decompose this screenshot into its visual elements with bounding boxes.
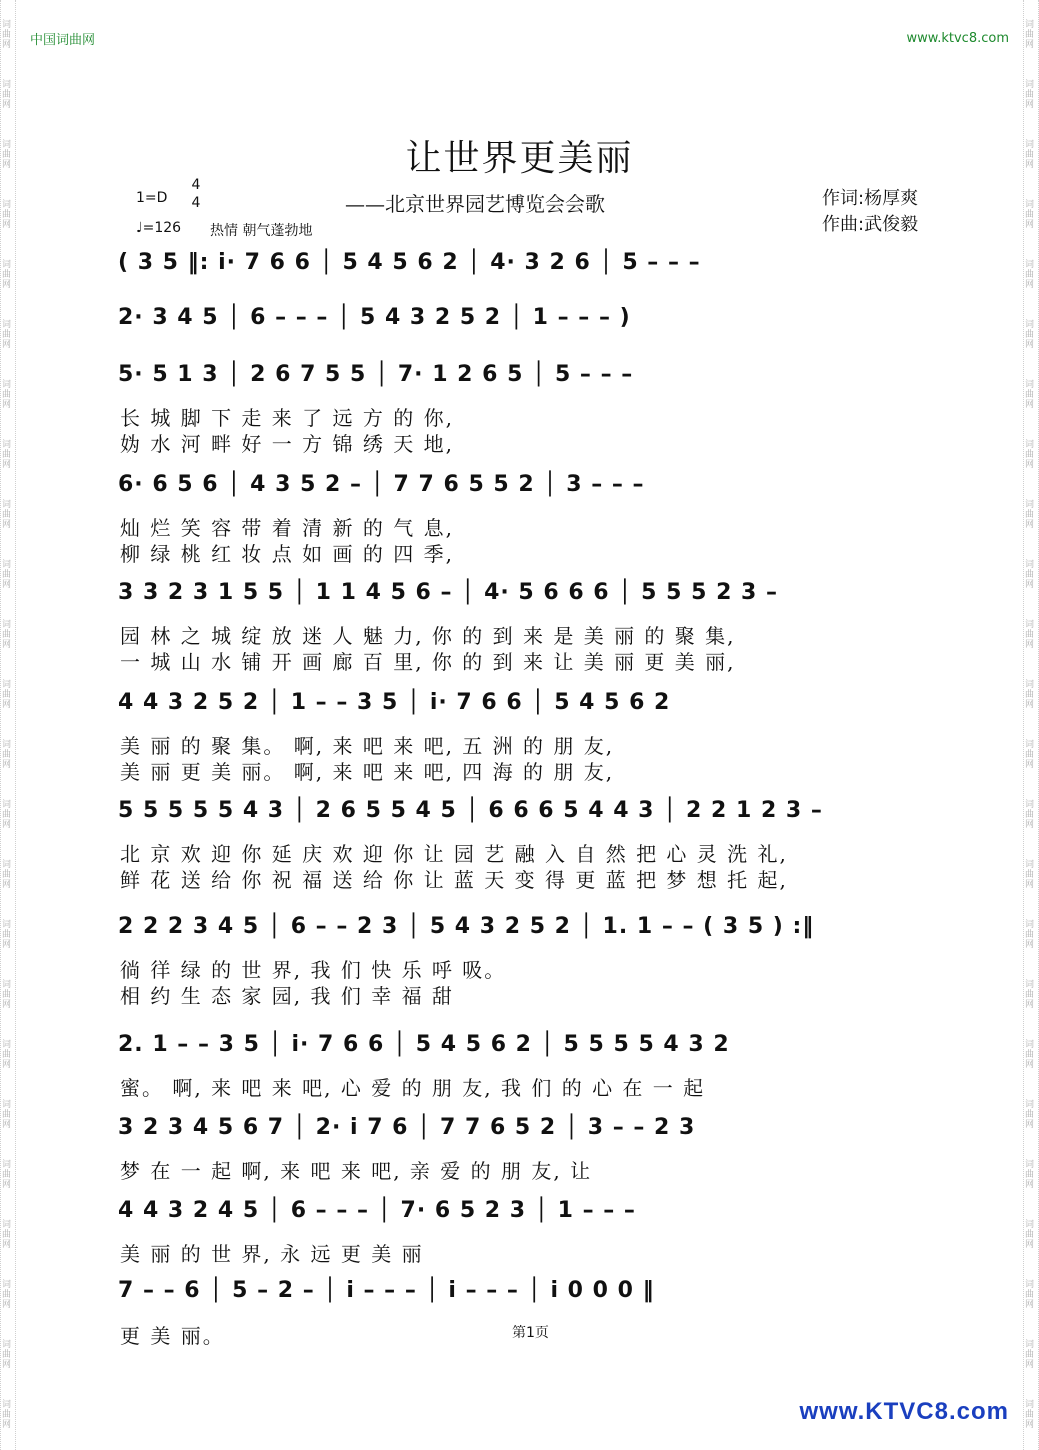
watermark-text: 词 曲 网 <box>1025 1160 1035 1190</box>
lyric-verse-2: 美 丽 更 美 丽。 啊, 来 吧 来 吧, 四 海 的 朋 友, <box>120 760 615 784</box>
watermark-text: 词 曲 网 <box>1025 1220 1035 1250</box>
site-url-right: www.ktvc8.com <box>906 31 1009 46</box>
left-watermark-strip <box>0 0 16 1450</box>
notation-line: 3 3 2 3 1 5 5 │ 1 1 4 5 6 – │ 4· 5 6 6 6 │ 5 5 5 2 3 – <box>118 580 778 605</box>
score-row-9 <box>118 1032 948 1107</box>
watermark-text: 词 曲 网 <box>1025 680 1035 710</box>
lyric-verse-1: 长 城 脚 下 走 来 了 远 方 的 你, <box>120 406 454 430</box>
watermark-text: 词 曲 网 <box>1025 140 1035 170</box>
lyricist-credit: 作词:杨厚爽 <box>822 188 919 209</box>
score-row-5 <box>118 580 948 680</box>
lyric-verse-1: 美 丽 的 聚 集。 啊, 来 吧 来 吧, 五 洲 的 朋 友, <box>120 734 615 758</box>
meter-bottom: 4 <box>191 195 201 211</box>
site-name-left: 中国词曲网 <box>30 33 96 48</box>
watermark-text: 词 曲 网 <box>2 1100 12 1130</box>
watermark-text: 词 曲 网 <box>1025 380 1035 410</box>
score-row-6 <box>118 690 948 790</box>
watermark-text: 词 曲 网 <box>1025 80 1035 110</box>
notation-line: 2· 3 4 5 │ 6 – – – │ 5 4 3 2 5 2 │ 1 – – – ) <box>118 305 631 330</box>
song-title: 让世界更美丽 <box>405 138 634 179</box>
notation-line: 4 4 3 2 4 5 │ 6 – – – │ 7· 6 5 2 3 │ 1 – – – <box>118 1198 636 1223</box>
expression-marking: 热情 朝气蓬勃地 <box>210 223 313 239</box>
watermark-text: 词 曲 网 <box>2 980 12 1010</box>
watermark-text: 词 曲 网 <box>2 1220 12 1250</box>
watermark-text: 词 曲 网 <box>2 20 12 50</box>
watermark-text: 词 曲 网 <box>2 1040 12 1070</box>
song-subtitle: ——北京世界园艺博览会会歌 <box>345 192 605 216</box>
watermark-text: 词 曲 网 <box>2 800 12 830</box>
watermark-text: 词 曲 网 <box>1025 320 1035 350</box>
score-row-2 <box>118 305 948 345</box>
notation-line: 2 2 2 3 4 5 │ 6 – – 2 3 │ 5 4 3 2 5 2 │ 1. 1 – – ( 3 5 ) :‖ <box>118 914 815 939</box>
watermark-text: 词 曲 网 <box>2 860 12 890</box>
notation-line: 2. 1 – – 3 5 │ i· 7 6 6 │ 5 4 5 6 2 │ 5 5 5 5 4 3 2 <box>118 1032 730 1057</box>
lyric-verse-1: 灿 烂 笑 容 带 着 清 新 的 气 息, <box>120 516 454 540</box>
lyric-verse-2: 一 城 山 水 铺 开 画 廊 百 里, 你 的 到 来 让 美 丽 更 美 丽, <box>120 650 736 674</box>
watermark-text: 词 曲 网 <box>2 440 12 470</box>
lyric-verse-2: 柳 绿 桃 红 妆 点 如 画 的 四 季, <box>120 542 454 566</box>
tempo-marking: ♩=126 <box>136 220 182 236</box>
watermark-text: 词 曲 网 <box>2 560 12 590</box>
watermark-text: 词 曲 网 <box>2 620 12 650</box>
watermark-text: 词 曲 网 <box>2 920 12 950</box>
watermark-text: 词 曲 网 <box>2 320 12 350</box>
score-row-4 <box>118 472 948 572</box>
score-row-8 <box>118 914 948 1014</box>
notation-line: 4 4 3 2 5 2 │ 1 – – 3 5 │ i· 7 6 6 │ 5 4 5 6 2 <box>118 690 671 715</box>
notation-line: 7 – – 6 │ 5 – 2 – │ i – – – │ i – – – │ i 0 0 0 ‖ <box>118 1278 655 1303</box>
lyric-verse-1: 北 京 欢 迎 你 延 庆 欢 迎 你 让 园 艺 融 入 自 然 把 心 灵 洗 礼, <box>120 842 788 866</box>
watermark-text: 词 曲 网 <box>2 740 12 770</box>
score-row-7 <box>118 798 948 898</box>
lyric-verse-1: 徜 徉 绿 的 世 界, 我 们 快 乐 呼 吸。 <box>120 958 507 982</box>
watermark-text: 词 曲 网 <box>1025 620 1035 650</box>
watermark-text: 词 曲 网 <box>2 80 12 110</box>
composer-credit: 作曲:武俊毅 <box>822 214 919 235</box>
watermark-text: 词 曲 网 <box>2 1400 12 1430</box>
watermark-text: 词 曲 网 <box>1025 1280 1035 1310</box>
lyric-verse-1: 梦 在 一 起 啊, 来 吧 来 吧, 亲 爱 的 朋 友, 让 <box>120 1159 593 1183</box>
watermark-text: 词 曲 网 <box>2 200 12 230</box>
watermark-text: 词 曲 网 <box>1025 920 1035 950</box>
notation-line: ( 3 5 ‖: i· 7 6 6 │ 5 4 5 6 2 │ 4· 3 2 6 │ 5 – – – <box>118 250 701 275</box>
watermark-text: 词 曲 网 <box>1025 200 1035 230</box>
meter-top: 4 <box>191 177 201 193</box>
lyric-verse-1: 美 丽 的 世 界, 永 远 更 美 丽 <box>120 1242 424 1266</box>
score-row-10 <box>118 1115 948 1190</box>
watermark-text: 词 曲 网 <box>1025 1040 1035 1070</box>
watermark-text: 词 曲 网 <box>1025 740 1035 770</box>
footer-logo: www.KTVC8.com <box>799 1398 1009 1425</box>
watermark-text: 词 曲 网 <box>2 380 12 410</box>
key-signature: 1=D <box>136 190 168 206</box>
lyric-verse-2: 鲜 花 送 给 你 祝 福 送 给 你 让 蓝 天 变 得 更 蓝 把 梦 想 托 起, <box>120 868 788 892</box>
watermark-text: 词 曲 网 <box>1025 440 1035 470</box>
watermark-text: 词 曲 网 <box>1025 980 1035 1010</box>
watermark-text: 词 曲 网 <box>1025 800 1035 830</box>
watermark-text: 词 曲 网 <box>2 140 12 170</box>
watermark-text: 词 曲 网 <box>1025 20 1035 50</box>
time-signature <box>188 176 204 212</box>
watermark-text: 词 曲 网 <box>2 1280 12 1310</box>
watermark-text: 词 曲 网 <box>1025 860 1035 890</box>
watermark-text: 词 曲 网 <box>1025 260 1035 290</box>
notation-line: 5 5 5 5 5 4 3 │ 2 6 5 5 4 5 │ 6 6 6 5 4 4 3 │ 2 2 1 2 3 – <box>118 798 823 823</box>
lyric-verse-1: 蜜。 啊, 来 吧 来 吧, 心 爱 的 朋 友, 我 们 的 心 在 一 起 <box>120 1076 706 1100</box>
lyric-verse-2: 妫 水 河 畔 好 一 方 锦 绣 天 地, <box>120 432 454 456</box>
watermark-text: 词 曲 网 <box>2 500 12 530</box>
watermark-text: 词 曲 网 <box>2 1160 12 1190</box>
lyric-verse-1: 园 林 之 城 绽 放 迷 人 魅 力, 你 的 到 来 是 美 丽 的 聚 集, <box>120 624 736 648</box>
watermark-text: 词 曲 网 <box>2 260 12 290</box>
notation-line: 3 2 3 4 5 6 7 │ 2· i 7 6 │ 7 7 6 5 2 │ 3 – – 2 3 <box>118 1115 696 1140</box>
lyric-verse-1: 更 美 丽。 <box>120 1324 225 1348</box>
score-row-11 <box>118 1198 948 1273</box>
watermark-text: 词 曲 网 <box>1025 560 1035 590</box>
watermark-text: 词 曲 网 <box>1025 1400 1035 1430</box>
page-number: 第1页 <box>512 1325 549 1341</box>
watermark-text: 词 曲 网 <box>1025 500 1035 530</box>
notation-line: 5· 5 1 3 │ 2 6 7 5 5 │ 7· 1 2 6 5 │ 5 – – – <box>118 362 634 387</box>
watermark-text: 词 曲 网 <box>1025 1100 1035 1130</box>
score-row-3 <box>118 362 948 462</box>
right-watermark-strip <box>1023 0 1039 1450</box>
lyric-verse-2: 相 约 生 态 家 园, 我 们 幸 福 甜 <box>120 984 454 1008</box>
watermark-text: 词 曲 网 <box>1025 1340 1035 1370</box>
watermark-text: 词 曲 网 <box>2 1340 12 1370</box>
watermark-text: 词 曲 网 <box>2 680 12 710</box>
score-row-1 <box>118 250 948 290</box>
notation-line: 6· 6 5 6 │ 4 3 5 2 – │ 7 7 6 5 5 2 │ 3 – – – <box>118 472 645 497</box>
